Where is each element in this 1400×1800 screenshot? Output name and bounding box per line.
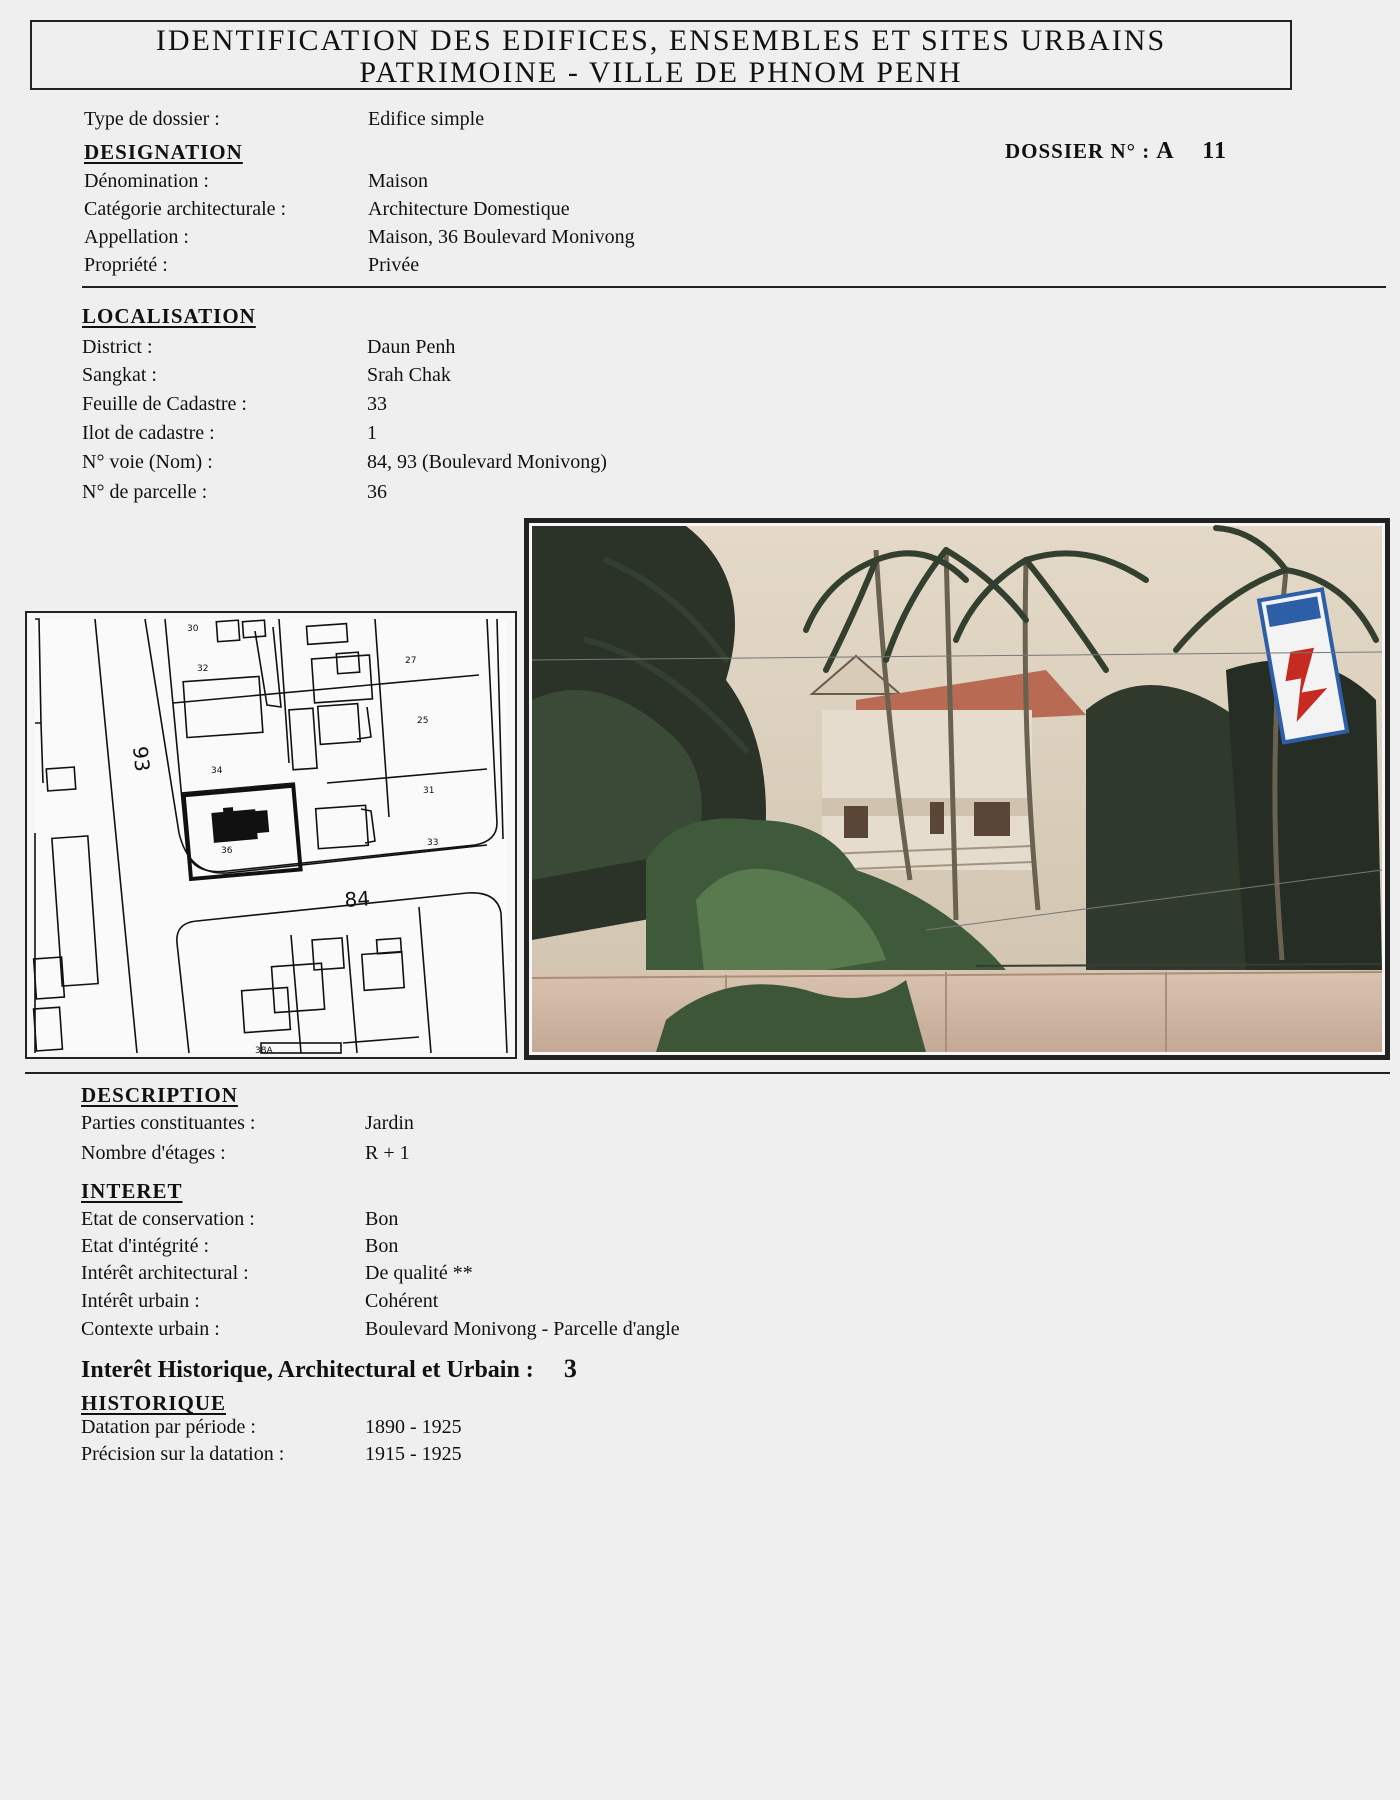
- field-row: [82, 481, 842, 505]
- field-value: 1890 - 1925: [365, 1416, 462, 1438]
- field-label: Etat de conservation :: [81, 1208, 255, 1230]
- field-value: Architecture Domestique: [368, 198, 570, 220]
- field-value: R + 1: [365, 1142, 410, 1164]
- field-row: [82, 364, 842, 388]
- field-row: [81, 1208, 841, 1232]
- field-value: 36: [367, 481, 387, 503]
- parcel-label: 34: [211, 766, 223, 776]
- cadastre-map: [25, 611, 517, 1059]
- description-heading: DESCRIPTION: [81, 1083, 238, 1107]
- parcel-label: 38A: [255, 1046, 273, 1056]
- field-value: Daun Penh: [367, 336, 456, 358]
- field-value: Privée: [368, 254, 420, 276]
- parcel-label: 27: [405, 656, 417, 666]
- dossier-number: [1005, 138, 1227, 165]
- field-value: 1: [367, 422, 377, 444]
- interet-summary-label: Interêt Historique, Architectural et Urbain :: [81, 1357, 534, 1383]
- interet-summary: [81, 1354, 577, 1384]
- type-dossier-label: Type de dossier :: [84, 108, 220, 130]
- field-row: [81, 1416, 841, 1440]
- historique-heading: HISTORIQUE: [81, 1391, 226, 1415]
- field-value: Bon: [365, 1235, 399, 1257]
- field-label: Intérêt architectural :: [81, 1262, 249, 1284]
- divider-1: [82, 286, 1386, 288]
- field-value: Maison, 36 Boulevard Monivong: [368, 226, 635, 248]
- building-photo: [524, 518, 1390, 1060]
- field-row: [81, 1235, 841, 1259]
- field-row: [82, 451, 842, 475]
- field-label: Propriété :: [84, 254, 168, 276]
- dossier-value: A 11: [1156, 138, 1227, 164]
- field-row: [82, 422, 842, 446]
- field-row: [84, 198, 844, 222]
- localisation-heading: LOCALISATION: [82, 304, 256, 328]
- parcel-label: 25: [417, 716, 429, 726]
- building-photo-image: [526, 520, 1388, 1058]
- type-dossier-row: [84, 108, 684, 132]
- field-label: Datation par période :: [81, 1416, 256, 1438]
- field-row: [81, 1443, 841, 1467]
- field-value: Boulevard Monivong - Parcelle d'angle: [365, 1318, 680, 1340]
- field-row: [84, 170, 844, 194]
- field-label: Appellation :: [84, 226, 189, 248]
- cadastre-map-drawing: [27, 613, 515, 1057]
- field-label: Feuille de Cadastre :: [82, 393, 247, 415]
- field-label: N° voie (Nom) :: [82, 451, 213, 473]
- field-row: [81, 1290, 841, 1314]
- field-row: [84, 254, 844, 278]
- street-label-84: 84: [343, 886, 371, 912]
- field-value: Bon: [365, 1208, 399, 1230]
- field-label: Etat d'intégrité :: [81, 1235, 210, 1257]
- field-value: 1915 - 1925: [365, 1443, 462, 1465]
- designation-heading: DESIGNATION: [84, 140, 243, 164]
- field-label: Contexte urbain :: [81, 1318, 220, 1340]
- field-label: Catégorie architecturale :: [84, 198, 287, 220]
- field-row: [81, 1318, 841, 1342]
- parcel-label: 31: [423, 786, 435, 796]
- parcel-label: 33: [427, 838, 439, 848]
- field-label: Sangkat :: [82, 364, 157, 386]
- dossier-label: DOSSIER N° :: [1005, 139, 1151, 163]
- field-label: Ilot de cadastre :: [82, 422, 215, 444]
- field-value: 84, 93 (Boulevard Monivong): [367, 451, 607, 473]
- parcel-label: 36: [221, 846, 233, 856]
- field-value: Maison: [368, 170, 428, 192]
- field-row: [81, 1112, 841, 1136]
- field-row: [82, 336, 842, 360]
- field-label: Intérêt urbain :: [81, 1290, 200, 1312]
- field-label: Précision sur la datation :: [81, 1443, 285, 1465]
- document-header: [30, 20, 1292, 90]
- divider-2: [25, 1072, 1390, 1074]
- field-label: Nombre d'étages :: [81, 1142, 226, 1164]
- field-value: 33: [367, 393, 387, 415]
- field-label: District :: [82, 336, 153, 358]
- header-title-line1: IDENTIFICATION DES EDIFICES, ENSEMBLES ET SITES URBAINS: [155, 24, 1167, 57]
- field-value: Srah Chak: [367, 364, 451, 386]
- field-value: Jardin: [365, 1112, 414, 1134]
- field-value: De qualité **: [365, 1262, 473, 1284]
- field-row: [84, 226, 844, 250]
- interet-heading: INTERET: [81, 1179, 183, 1203]
- field-row: [81, 1142, 841, 1166]
- field-label: N° de parcelle :: [82, 481, 208, 503]
- parcel-label: 32: [197, 664, 209, 674]
- field-value: Cohérent: [365, 1290, 439, 1312]
- header-title-line2: PATRIMOINE - VILLE DE PHNOM PENH: [359, 56, 963, 89]
- interet-summary-score: 3: [563, 1354, 577, 1383]
- street-label-93: 93: [128, 745, 155, 773]
- type-dossier-value: Edifice simple: [368, 108, 485, 130]
- field-row: [82, 393, 842, 417]
- field-label: Parties constituantes :: [81, 1112, 256, 1134]
- parcel-label: 30: [187, 624, 199, 634]
- field-row: [81, 1262, 841, 1286]
- field-label: Dénomination :: [84, 170, 209, 192]
